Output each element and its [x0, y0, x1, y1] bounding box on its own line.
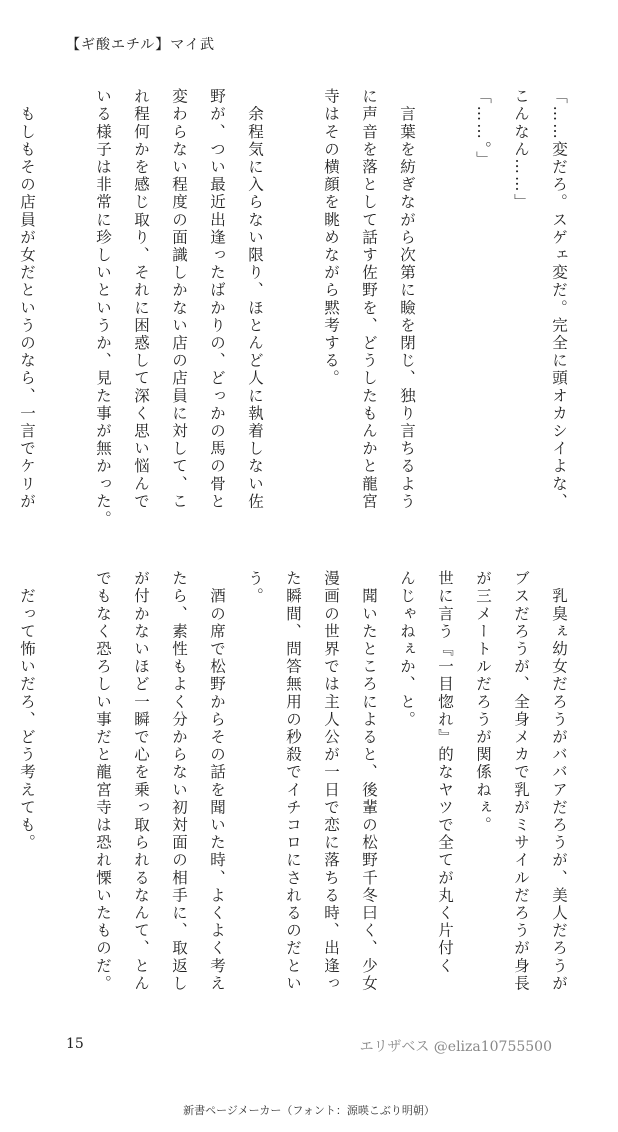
- page-number: 15: [66, 1036, 84, 1052]
- upper-text-block: 「……変だろ。スゲェ変だ。完全に頭オカシイよな、 こんなん……」 「……。」 言葉を紡ぎながら次第に瞼を閉じ、独り言ちるよう に声音を落として話す佐野を、どうしたもんかと龍宮 寺はその横顔を眺めながら黙考する。 余程気に入らない限り、ほとんど人に執着しない佐 野が、つい最近出逢ったばかりの、どっかの馬の骨と 変わらない程度の面識しかない店の店員に対して、こ れ程何かを感じ取り、それに困惑して深く思い悩んで いる様子は非常に珍しいというか、見た事が無かった。 もしもその店員が女だというのなら、一言でケリが: [18, 88, 568, 528]
- footer-credit: 新書ページメーカー（フォント：源暎こぶり明朝）: [183, 1104, 435, 1117]
- lower-text-block: 乳臭ぇ幼女だろうがババアだろうが、美人だろうが ブスだろうが、全身メカで乳がミサイルだろうが身長 が三メートルだろうが関係ねぇ。 世に言う『一目惚れ』的なヤツで全てが丸く片付く んじゃねぇか、と。 聞いたところによると、後輩の松野千冬曰く、少女 漫画の世界では主人公が一日で恋に落ちる時、出逢っ た瞬間、問答無用の秒殺でイチコロにされるのだとい う。 酒の席で松野からその話を聞いた時、よくよく考え たら、素性もよく分からない初対面の相手に、取返し が付かないほど一瞬で心を乗っ取られるなんて、とん でもなく恐ろしい事だと龍宮寺は恐れ慄いたものだ。 だって怖いだろ、どう考えても。: [18, 570, 568, 993]
- header-title: 【ギ酸エチル】マイ武: [66, 37, 216, 53]
- author-credit: エリザベス @eliza10755500: [359, 1039, 552, 1055]
